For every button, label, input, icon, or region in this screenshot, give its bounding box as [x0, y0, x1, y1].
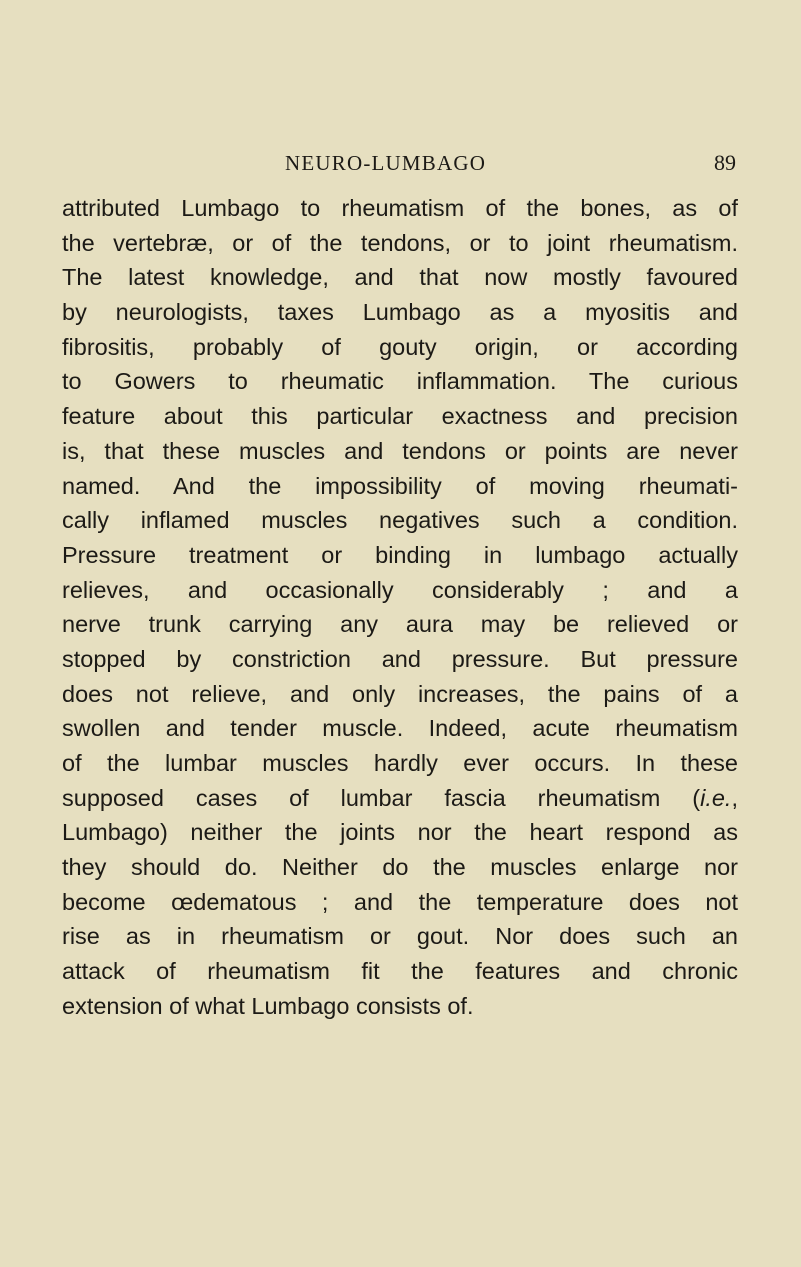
text-line: The latest knowledge, and that now mostly favoured	[62, 264, 738, 291]
body-text	[62, 191, 738, 1024]
text-line: relieves, and occasionally considerably ; and a	[62, 576, 738, 603]
text-line: become œdematous ; and the temperature does not	[62, 888, 738, 915]
page-number: 89	[714, 150, 736, 175]
text-line	[62, 781, 738, 816]
text-line: nerve trunk carrying any aura may be relieved or	[62, 611, 738, 638]
running-title: NEURO-LUMBAGO	[285, 151, 487, 175]
text-segment: ,	[731, 784, 738, 811]
text-segment: supposed cases of lumbar fascia rheumatism (	[62, 784, 701, 811]
text-line: extension of what Lumbago consists of.	[62, 992, 474, 1019]
text-line: Pressure treatment or binding in lumbago actually	[62, 541, 738, 568]
text-line: rise as in rheumatism or gout. Nor does such an	[62, 923, 738, 950]
text-line: is, that these muscles and tendons or points are never	[62, 437, 738, 464]
running-head	[60, 143, 736, 183]
text-line: named. And the impossibility of moving rheumati-	[62, 472, 738, 499]
text-line: does not relieve, and only increases, the pains of a	[62, 680, 738, 707]
italic-abbreviation: i.e.	[700, 784, 732, 811]
text-line: Lumbago) neither the joints nor the heart respond as	[62, 819, 738, 846]
text-line: they should do. Neither do the muscles enlarge nor	[62, 854, 738, 881]
text-line: attack of rheumatism fit the features and chronic	[62, 958, 738, 985]
text-line: cally inflamed muscles negatives such a condition.	[62, 507, 738, 534]
text-line: feature about this particular exactness and precision	[62, 403, 738, 430]
text-line: by neurologists, taxes Lumbago as a myositis and	[62, 299, 738, 326]
text-line: swollen and tender muscle. Indeed, acute rheumatism	[62, 715, 738, 742]
text-line: attributed Lumbago to rheumatism of the bones, as of	[62, 195, 738, 221]
text-line: fibrositis, probably of gouty origin, or according	[62, 333, 738, 360]
text-line: of the lumbar muscles hardly ever occurs. In these	[62, 750, 738, 776]
text-line: stopped by constriction and pressure. But pressure	[62, 645, 738, 672]
text-line: the vertebræ, or of the tendons, or to joint rheumatism.	[62, 229, 738, 256]
text-line: to Gowers to rheumatic inflammation. The curious	[62, 368, 738, 395]
